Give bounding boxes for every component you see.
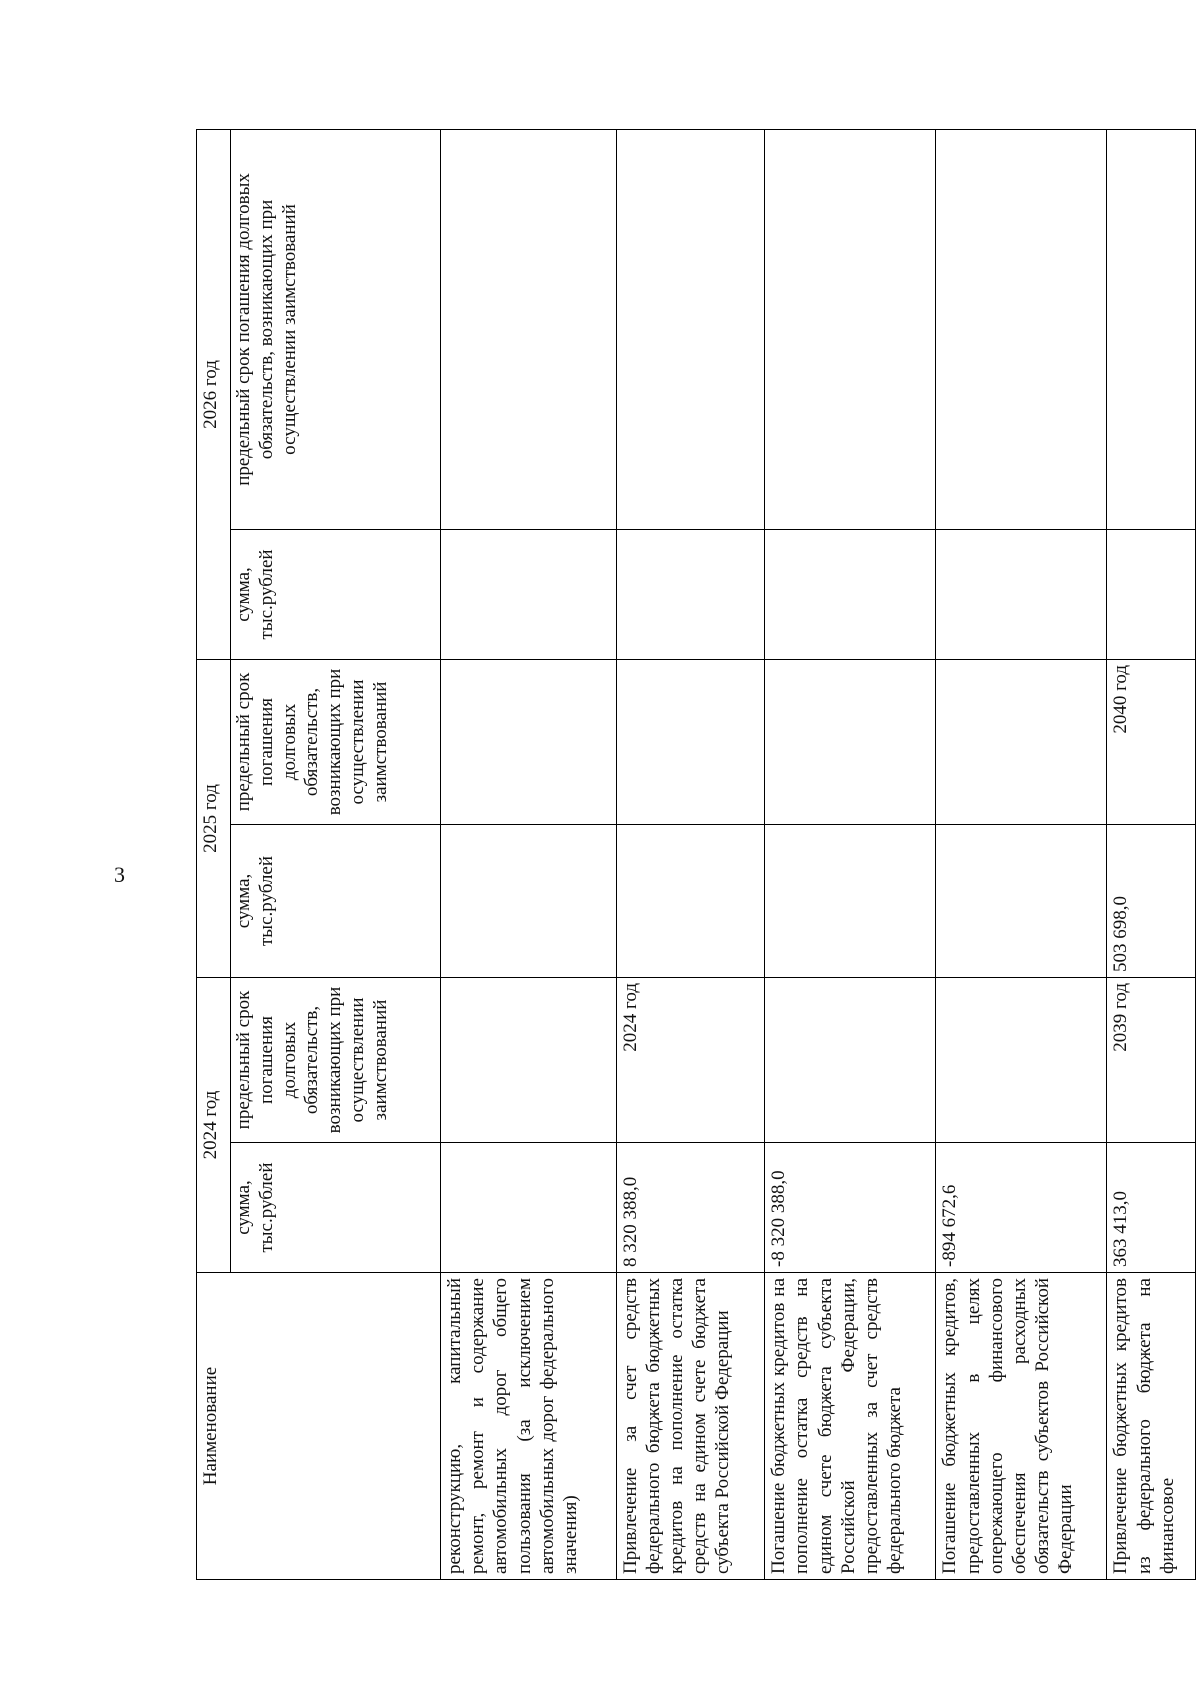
header-year-2025: 2025 год	[197, 659, 231, 977]
sum-2026	[936, 529, 1107, 659]
table-row	[765, 129, 936, 1579]
sum-2025	[441, 824, 617, 977]
sum-2026	[1107, 529, 1196, 659]
term-2024: 2024 год	[616, 977, 764, 1142]
sum-2024	[441, 1143, 617, 1273]
sum-2025	[936, 824, 1107, 977]
term-2025	[936, 659, 1107, 824]
header-sum: сумма, тыс.рублей	[231, 824, 441, 977]
sum-2026	[616, 529, 764, 659]
term-2026	[936, 129, 1107, 529]
header-year-2026: 2026 год	[197, 129, 231, 659]
sum-2024: 363 413,0	[1107, 1143, 1196, 1273]
term-2026	[441, 129, 617, 529]
borrowing-table	[196, 129, 1196, 1580]
term-2025: 2040 год	[1107, 659, 1196, 824]
header-year-2024: 2024 год	[197, 977, 231, 1272]
header-term: предельный срок погашения долговых обязательств, возникающих при осуществлении заимствований	[231, 977, 441, 1142]
term-2026	[1107, 129, 1196, 529]
sum-2025: 503 698,0	[1107, 824, 1196, 977]
header-term: предельный срок погашения долговых обязательств, возникающих при осуществлении заимствований	[231, 129, 441, 529]
term-2024: 2039 год	[1107, 977, 1196, 1142]
header-term: предельный срок погашения долговых обязательств, возникающих при осуществлении заимствований	[231, 659, 441, 824]
page-number: 3	[114, 862, 125, 887]
term-2024	[441, 977, 617, 1142]
sum-2026	[441, 529, 617, 659]
term-2024	[936, 977, 1107, 1142]
term-2026	[765, 129, 936, 529]
row-name: Привлечение за счет средств федерального бюджета бюджетных кредитов на пополнение остатка средств на едином счете бюджета субъекта Российской Федерации	[616, 1273, 764, 1580]
sum-2024: -8 320 388,0	[765, 1143, 936, 1273]
table-row	[441, 129, 617, 1579]
sum-2025	[765, 824, 936, 977]
row-name: реконструкцию, капитальный ремонт, ремонт и содержание автомобильных дорог общего пользования (за исключением автомобильных дорог федерального значения)	[441, 1273, 617, 1580]
row-name: Привлечение бюджетных кредитов из федерального бюджета на финансовое	[1107, 1273, 1196, 1580]
sum-2026	[765, 529, 936, 659]
term-2025	[765, 659, 936, 824]
header-name: Наименование	[197, 1273, 441, 1580]
term-2026	[616, 129, 764, 529]
term-2025	[616, 659, 764, 824]
rotated-table-container	[196, 130, 1196, 1580]
header-sum: сумма, тыс.рублей	[231, 529, 441, 659]
table-row	[936, 129, 1107, 1579]
table-row	[1107, 129, 1196, 1579]
row-name: Погашение бюджетных кредитов, предоставленных в целях опережающего финансового обеспечения расходных обязательств субъектов Российской Федерации	[936, 1273, 1107, 1580]
sum-2025	[616, 824, 764, 977]
table-row	[616, 129, 764, 1579]
header-sum: сумма, тыс.рублей	[231, 1143, 441, 1273]
row-name: Погашение бюджетных кредитов на пополнение остатка средств на едином счете бюджета субъекта Российской Федерации, предоставленных за счет средств федерального бюджета	[765, 1273, 936, 1580]
sum-2024: -894 672,6	[936, 1143, 1107, 1273]
term-2025	[441, 659, 617, 824]
term-2024	[765, 977, 936, 1142]
sum-2024: 8 320 388,0	[616, 1143, 764, 1273]
